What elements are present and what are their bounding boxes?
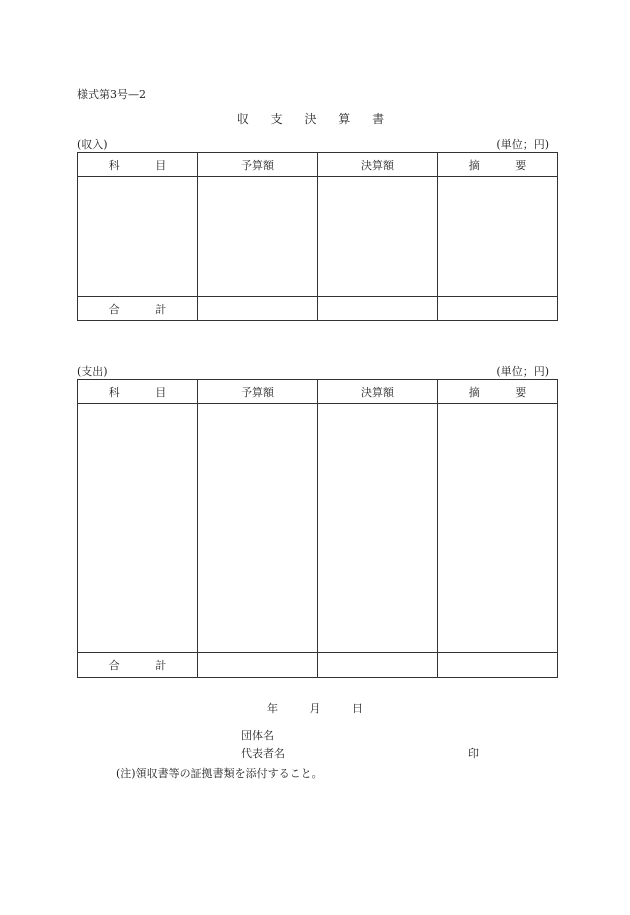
expense-header-budget: 予算額 [198, 380, 318, 404]
income-total-budget-cell[interactable] [198, 297, 318, 321]
expense-total-settlement-cell[interactable] [318, 653, 438, 678]
seal-label: 印 [468, 747, 479, 760]
date-line [0, 700, 630, 716]
expense-body-row [78, 404, 558, 653]
income-item-cell[interactable] [78, 177, 198, 297]
expense-total-remarks-cell[interactable] [438, 653, 558, 678]
expense-total-budget-cell[interactable] [198, 653, 318, 678]
form-number: 様式第3号—2 [77, 88, 146, 101]
income-header-budget: 予算額 [198, 153, 318, 177]
expense-table [77, 379, 558, 678]
date-day: 日 [352, 702, 363, 715]
representative-label: 代表者名 [241, 747, 285, 760]
income-header-row [78, 153, 558, 177]
income-section-label: (収入) [77, 138, 108, 151]
expense-budget-cell[interactable] [198, 404, 318, 653]
expense-settlement-cell[interactable] [318, 404, 438, 653]
expense-header-settlement: 決算額 [318, 380, 438, 404]
expense-header-row [78, 380, 558, 404]
expense-item-cell[interactable] [78, 404, 198, 653]
document-title: 収 支 決 算 書 [236, 112, 394, 126]
expense-unit-label: (単位；円) [496, 365, 549, 378]
income-remarks-cell[interactable] [438, 177, 558, 297]
income-total-remarks-cell[interactable] [438, 297, 558, 321]
expense-section-label: (支出) [77, 365, 108, 378]
expense-header-item: 科 目 [78, 380, 198, 404]
income-body-row [78, 177, 558, 297]
income-table [77, 152, 558, 321]
income-budget-cell[interactable] [198, 177, 318, 297]
expense-header-remarks: 摘 要 [438, 380, 558, 404]
income-header-settlement: 決算額 [318, 153, 438, 177]
expense-total-label: 合 計 [78, 653, 198, 678]
expense-remarks-cell[interactable] [438, 404, 558, 653]
income-header-item: 科 目 [78, 153, 198, 177]
income-total-row [78, 297, 558, 321]
income-total-label: 合 計 [78, 297, 198, 321]
date-month: 月 [309, 702, 321, 715]
income-settlement-cell[interactable] [318, 177, 438, 297]
income-unit-label: (単位；円) [496, 138, 549, 151]
expense-total-row [78, 653, 558, 678]
income-total-settlement-cell[interactable] [318, 297, 438, 321]
income-header-remarks: 摘 要 [438, 153, 558, 177]
organization-label: 団体名 [241, 729, 274, 742]
date-year: 年 [267, 702, 278, 715]
footnote: (注)領収書等の証拠書類を添付すること。 [116, 767, 323, 780]
